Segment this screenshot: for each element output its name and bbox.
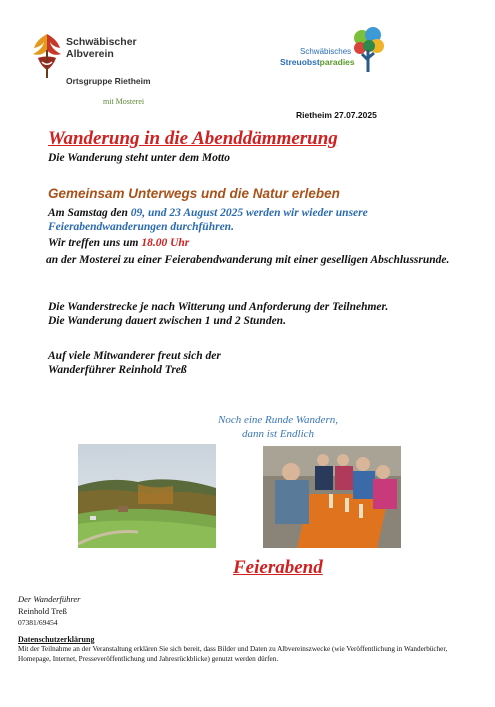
invite-paragraph (48, 349, 348, 377)
photo-caption (198, 413, 358, 441)
landscape-photo (78, 444, 216, 548)
partner-name-line1: Schwäbisches (300, 47, 352, 56)
time-highlight: 18.00 Uhr (141, 237, 190, 249)
org-name-line1: Schwäbischer (66, 36, 137, 48)
partner-name-part1: Streuobst (280, 57, 320, 67)
dates-prefix: Am Samstag den (48, 207, 131, 219)
motto: Gemeinsam Unterwegs und die Natur erleben (48, 186, 340, 201)
motto-intro: Die Wanderung steht unter dem Motto (48, 152, 231, 164)
caption-line2: dann ist Endlich (241, 428, 315, 440)
route-line2: Die Wanderung dauert zwischen 1 und 2 Stunden. (48, 315, 286, 327)
mosterei-paragraph: an der Mosterei zu einer Feierabendwanderung mit einer geselligen Abschlussrunde. (46, 254, 450, 266)
privacy-heading: Datenschutzerklärung (18, 635, 95, 644)
time-prefix: Wir treffen uns um (48, 237, 142, 249)
privacy-text: Mit der Teilnahme an der Veranstaltung erklären Sie sich bereit, dass Bilder und Daten zu Albvereinszwecke (wie Veröffentlichung in Wanderbücher, Homepage, Internet, Presseveröffentlichung und Jahresrückblicke) genutzt werden dürfen. (18, 645, 448, 663)
albverein-leaf-icon (30, 32, 64, 80)
org-name (66, 36, 137, 60)
dates-highlight: 09, und 23 August 2025 werden wir wieder unsere Feierabendwanderungen durchführen. (48, 207, 368, 233)
guide-name: Reinhold Treß (18, 606, 67, 616)
invite-line1: Auf viele Mitwanderer freut sich der (48, 350, 221, 362)
caption-line1: Noch eine Runde Wandern, (218, 414, 338, 426)
guide-role: Der Wanderführer (18, 594, 81, 604)
org-group: Ortsgruppe Rietheim (66, 76, 151, 86)
group-photo (263, 446, 401, 548)
org-name-line2: Albverein (66, 48, 114, 60)
dates-paragraph (48, 206, 468, 234)
feierabend-heading: Feierabend (233, 557, 323, 578)
org-subtitle: mit Mosterei (103, 97, 145, 106)
page-title: Wanderung in die Abenddämmerung (48, 128, 338, 149)
route-line1: Die Wanderstrecke je nach Witterung und Anforderung der Teilnehmer. (48, 301, 389, 313)
route-paragraph (48, 300, 478, 328)
guide-phone: 07381/69454 (18, 618, 58, 627)
tree-icon (350, 26, 386, 76)
document-date: Rietheim 27.07.2025 (296, 110, 377, 120)
time-paragraph (48, 236, 189, 250)
partner-name-part2: paradies (319, 57, 355, 67)
partner-name-line2 (280, 57, 355, 67)
invite-line2: Wanderführer Reinhold Treß (48, 364, 187, 376)
